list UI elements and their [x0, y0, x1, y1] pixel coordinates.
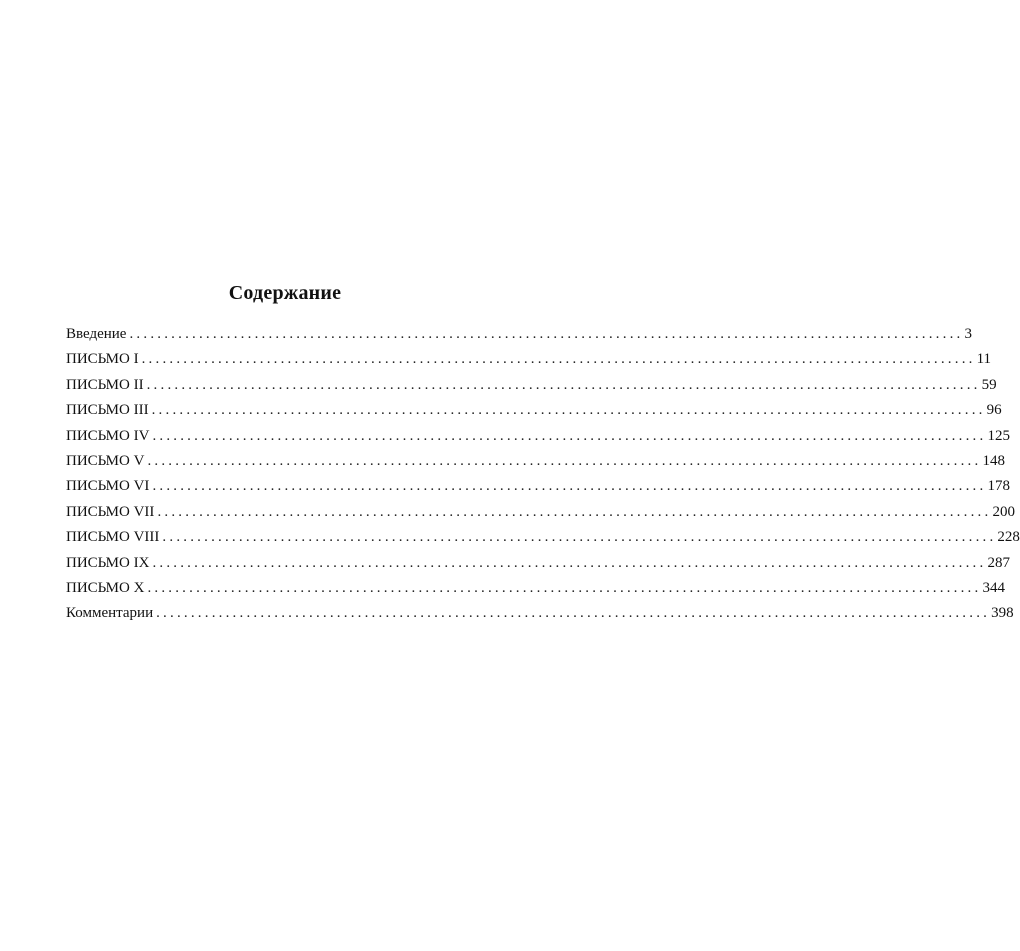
toc-entry-page-number: 287 — [987, 554, 1010, 571]
toc-dot-leader: ........................................................................................................................ — [162, 529, 997, 546]
toc-dot-leader: ........................................................................................................................ — [152, 554, 987, 571]
toc-dot-leader: ........................................................................................................................ — [146, 376, 981, 393]
toc-entry-letter-8 — [66, 525, 1020, 550]
toc-entry-page-number: 344 — [982, 579, 1005, 596]
toc-entry-page-number: 398 — [991, 605, 1014, 622]
toc-entry-letter-10 — [66, 576, 1005, 601]
toc-entry-page-number: 59 — [981, 376, 997, 393]
toc-entry-letter-7 — [66, 500, 1015, 525]
toc-dot-leader: ........................................................................................................................ — [141, 351, 976, 368]
toc-entry-letter-2 — [66, 373, 997, 398]
toc-entry-page-number: 228 — [997, 529, 1020, 546]
toc-dot-leader: ........................................................................................................................ — [147, 579, 982, 596]
toc-entry-page-number: 3 — [964, 326, 972, 342]
toc-dot-leader: ........................................................................................................................ — [152, 478, 987, 495]
toc-dot-leader: ........................................................................................................................ — [151, 402, 986, 419]
toc-entry-label: ПИСЬМО II — [66, 376, 144, 393]
toc-entry-letter-3 — [66, 398, 1002, 423]
toc-entry-label: ПИСЬМО VI — [66, 478, 150, 495]
toc-title: Содержание — [228, 282, 342, 304]
toc-entry-label: ПИСЬМО V — [66, 452, 145, 469]
toc-entry-label: ПИСЬМО I — [66, 351, 139, 368]
toc-dot-leader: ........................................................................................................................ — [129, 326, 964, 342]
toc-entry-label: ПИСЬМО X — [66, 579, 145, 596]
toc-entry-label: ПИСЬМО VII — [66, 503, 155, 520]
toc-entry-page-number: 200 — [992, 503, 1015, 520]
toc-entry-letter-1 — [66, 347, 992, 372]
toc-entry-label: ПИСЬМО IX — [66, 554, 150, 571]
toc-dot-leader: ........................................................................................................................ — [156, 605, 991, 622]
toc-entry-label: Комментарии — [66, 605, 154, 622]
toc-entry-page-number: 125 — [987, 427, 1010, 444]
toc-entry-page-number: 148 — [982, 452, 1005, 469]
toc-entry-label: ПИСЬМО VIII — [66, 529, 160, 546]
toc-dot-leader: ........................................................................................................................ — [147, 452, 982, 469]
toc-entry-letter-9 — [66, 551, 1010, 576]
toc-entry-letter-4 — [66, 424, 1010, 449]
toc-entry-page-number: 96 — [986, 402, 1002, 419]
toc-entry-label: ПИСЬМО III — [66, 402, 149, 419]
toc-entry-letter-6 — [66, 474, 1010, 499]
toc-entry-commentary — [66, 601, 1014, 626]
toc-entry-page-number: 11 — [976, 351, 992, 368]
toc-dot-leader: ........................................................................................................................ — [152, 427, 987, 444]
toc-entry-label: ПИСЬМО IV — [66, 427, 150, 444]
toc-entry-page-number: 178 — [987, 478, 1010, 495]
toc-dot-leader: ........................................................................................................................ — [157, 503, 992, 520]
toc-entry-label: Введение — [66, 326, 127, 342]
toc-entry-introduction — [66, 322, 972, 347]
toc-entry-letter-5 — [66, 449, 1005, 474]
table-of-contents — [66, 322, 1020, 627]
